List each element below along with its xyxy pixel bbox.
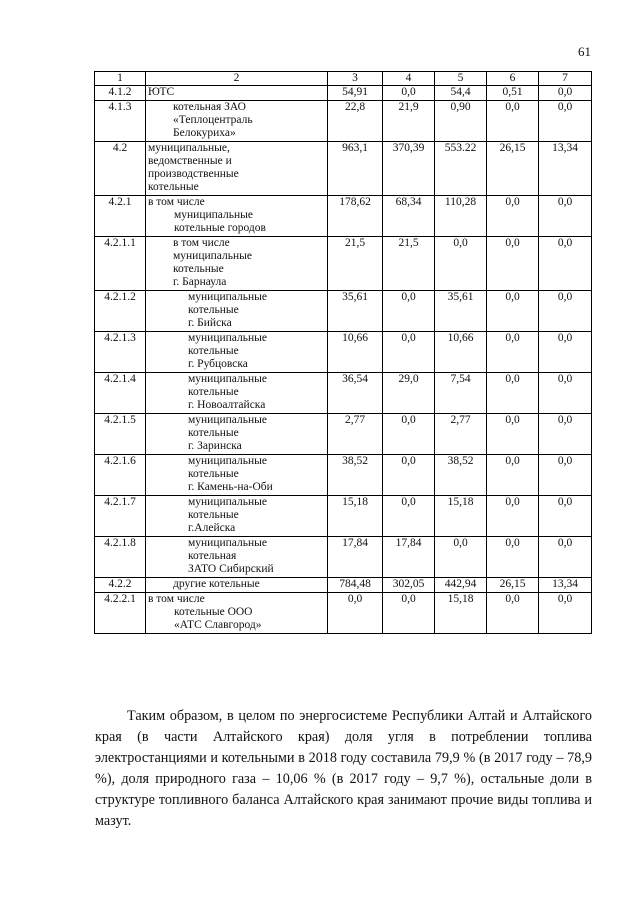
value-cell (435, 196, 487, 237)
row-name-text: в том числе котельные ООО «АТС Славгород» (148, 593, 262, 631)
value-cell (383, 86, 435, 101)
value-text: 0,0 (401, 593, 416, 605)
table-row (95, 142, 592, 196)
value-cell (383, 196, 435, 237)
value-text: 0,0 (557, 332, 573, 344)
value-cell (383, 101, 435, 142)
value-cell (383, 593, 435, 634)
row-name-cell (146, 414, 328, 455)
header-cell: 3 (328, 72, 383, 86)
value-text: 0,0 (505, 593, 520, 605)
table-row (95, 496, 592, 537)
value-text: 553.22 (444, 142, 477, 154)
value-text: 0,0 (557, 537, 573, 549)
value-text: 21,5 (398, 237, 419, 249)
row-number-text: 4.2 (112, 142, 128, 154)
row-name-cell (146, 593, 328, 634)
value-cell (487, 237, 539, 291)
value-text: 0,0 (557, 414, 573, 426)
row-number-text: 4.1.2 (108, 86, 132, 98)
value-cell (539, 537, 592, 578)
header-cell: 4 (383, 72, 435, 86)
value-text: 0,0 (505, 332, 520, 344)
value-text: 21,5 (344, 237, 366, 249)
header-cell: 5 (435, 72, 487, 86)
value-cell (539, 496, 592, 537)
value-cell (487, 373, 539, 414)
value-cell (539, 237, 592, 291)
value-cell (435, 86, 487, 101)
value-text: 178,62 (339, 196, 371, 208)
value-cell (383, 332, 435, 373)
table-row (95, 455, 592, 496)
value-cell (539, 101, 592, 142)
row-name-text: муниципальные котельные г. Бийска (188, 291, 267, 329)
value-cell (487, 101, 539, 142)
value-text: 0,0 (401, 496, 416, 508)
row-name-cell (146, 537, 328, 578)
value-cell (328, 496, 383, 537)
row-number-cell (95, 593, 146, 634)
row-number-cell (95, 291, 146, 332)
value-text: 0,0 (557, 496, 573, 508)
value-text: 13,34 (552, 142, 578, 154)
value-text: 0,90 (450, 101, 471, 113)
value-cell (487, 578, 539, 593)
value-text: 0,0 (505, 537, 520, 549)
value-cell (435, 291, 487, 332)
table-row (95, 196, 592, 237)
row-number-text: 4.2.1.2 (104, 291, 136, 303)
value-cell (383, 537, 435, 578)
value-text: 0,0 (453, 537, 468, 549)
value-cell (487, 414, 539, 455)
value-cell (487, 496, 539, 537)
value-cell (487, 332, 539, 373)
value-text: 22,8 (344, 101, 366, 113)
row-name-cell (146, 373, 328, 414)
header-cell: 1 (95, 72, 146, 86)
table-row (95, 332, 592, 373)
value-cell (383, 414, 435, 455)
header-cell: 7 (539, 72, 592, 86)
row-number-text: 4.2.1.5 (104, 414, 136, 426)
row-name-text: муниципальные котельные г. Камень-на-Оби (188, 455, 273, 493)
value-text: 110,28 (444, 196, 477, 208)
table-row (95, 537, 592, 578)
row-number-cell (95, 496, 146, 537)
row-number-text: 4.2.1.3 (104, 332, 136, 344)
table-header-row (95, 72, 592, 86)
value-cell (383, 496, 435, 537)
row-name-cell (146, 196, 328, 237)
value-cell (328, 455, 383, 496)
value-text: 0,0 (557, 291, 573, 303)
row-number-text: 4.2.1.7 (104, 496, 136, 508)
value-text: 2,77 (450, 414, 471, 426)
value-text: 29,0 (398, 373, 419, 385)
row-name-cell (146, 578, 328, 593)
value-text: 15,18 (447, 496, 474, 508)
value-cell (435, 373, 487, 414)
value-cell (539, 455, 592, 496)
row-name-cell (146, 237, 328, 291)
value-text: 0,0 (505, 291, 520, 303)
value-text: 15,18 (342, 496, 368, 508)
row-name-cell (146, 332, 328, 373)
row-name-text: муниципальные котельные г. Новоалтайска (188, 373, 267, 411)
row-number-text: 4.2.1.8 (104, 537, 136, 549)
row-name-cell (146, 496, 328, 537)
value-text: 26,15 (499, 142, 526, 154)
value-cell (539, 578, 592, 593)
value-text: 0,0 (557, 593, 573, 605)
value-text: 36,54 (342, 373, 368, 385)
summary-paragraph (95, 706, 592, 832)
row-number-cell (95, 142, 146, 196)
fuel-balance-table (94, 71, 592, 634)
table-row (95, 414, 592, 455)
value-text: 370,39 (392, 142, 425, 154)
value-cell (435, 414, 487, 455)
value-cell (328, 142, 383, 196)
row-name-text: муниципальные котельная ЗАТО Сибирский (188, 537, 274, 575)
value-cell (539, 196, 592, 237)
value-text: 21,9 (398, 101, 419, 113)
value-text: 54,91 (342, 86, 368, 98)
value-cell (383, 237, 435, 291)
row-name-text: муниципальные котельные г.Алейска (188, 496, 267, 534)
value-text: 0,0 (505, 101, 520, 113)
value-cell (435, 537, 487, 578)
value-cell (539, 414, 592, 455)
value-cell (328, 196, 383, 237)
row-name-cell (146, 142, 328, 196)
value-text: 963,1 (342, 142, 368, 154)
value-cell (539, 593, 592, 634)
table-row (95, 373, 592, 414)
value-cell (487, 86, 539, 101)
value-cell (487, 455, 539, 496)
header-cell: 6 (487, 72, 539, 86)
value-cell (435, 237, 487, 291)
value-cell (328, 332, 383, 373)
value-text: 13,34 (552, 578, 578, 590)
value-cell (435, 496, 487, 537)
value-cell (328, 237, 383, 291)
value-cell (539, 332, 592, 373)
value-text: 302,05 (392, 578, 425, 590)
value-cell (435, 101, 487, 142)
value-text: 0,0 (557, 101, 573, 113)
value-cell (383, 455, 435, 496)
row-number-cell (95, 332, 146, 373)
row-name-text: в том числе муниципальные котельные г. Барнаула (173, 237, 252, 288)
value-text: 442,94 (444, 578, 477, 590)
value-cell (328, 578, 383, 593)
row-number-cell (95, 101, 146, 142)
row-number-text: 4.2.1.6 (104, 455, 136, 467)
table-row (95, 237, 592, 291)
row-name-text: ЮТС (148, 86, 175, 98)
page-number: 61 (578, 44, 591, 59)
value-cell (487, 142, 539, 196)
value-cell (328, 86, 383, 101)
value-cell (487, 196, 539, 237)
table-row (95, 86, 592, 101)
value-cell (539, 291, 592, 332)
value-text: 784,48 (339, 578, 371, 590)
header-cell: 2 (146, 72, 328, 86)
row-number-cell (95, 537, 146, 578)
value-text: 0,0 (557, 455, 573, 467)
value-cell (328, 101, 383, 142)
value-text: 35,61 (447, 291, 474, 303)
value-text: 0,0 (505, 373, 520, 385)
row-name-text: муниципальные котельные г. Заринска (188, 414, 267, 452)
value-text: 54,4 (450, 86, 471, 98)
row-number-text: 4.2.1.4 (104, 373, 136, 385)
value-text: 17,84 (342, 537, 368, 549)
value-text: 0,0 (401, 455, 416, 467)
row-number-text: 4.2.1 (108, 196, 132, 208)
value-cell (435, 593, 487, 634)
row-name-text: в том числе муниципальные котельные городов (148, 196, 266, 234)
value-cell (435, 142, 487, 196)
value-cell (435, 578, 487, 593)
value-cell (383, 373, 435, 414)
value-cell (328, 414, 383, 455)
value-text: 0,0 (347, 593, 363, 605)
summary-text: Таким образом, в целом по энергосистеме Республики Алтай и Алтайского края (в части Алтайского края) доля угля в потреблении топлива электростанциями и котельными в 2018 году составила 79,9 % (в 2017 году – 78,9 %), доля природного газа – 10,06 % (в 2017 году – 9,7 %), остальные доли в структуре топливного баланса Алтайского края занимают прочие виды топлива и мазут. (95, 708, 592, 829)
value-text: 0,0 (401, 332, 416, 344)
value-text: 0,0 (505, 455, 520, 467)
value-text: 0,0 (505, 237, 520, 249)
value-text: 68,34 (395, 196, 422, 208)
value-text: 0,0 (401, 291, 416, 303)
value-text: 0,0 (557, 196, 573, 208)
table-row (95, 291, 592, 332)
value-cell (539, 86, 592, 101)
value-cell (487, 291, 539, 332)
row-name-text: муниципальные, ведомственные и производственные котельные (148, 142, 239, 193)
value-text: 0,0 (505, 414, 520, 426)
value-text: 0,51 (502, 86, 523, 98)
value-cell (539, 142, 592, 196)
row-name-cell (146, 101, 328, 142)
row-number-text: 4.1.3 (108, 101, 132, 113)
value-text: 0,0 (401, 414, 416, 426)
row-name-text: котельная ЗАО «Теплоцентраль Белокуриха» (173, 101, 253, 139)
value-text: 38,52 (447, 455, 474, 467)
value-text: 0,0 (557, 373, 573, 385)
value-cell (383, 578, 435, 593)
row-name-cell (146, 291, 328, 332)
row-number-text: 4.2.1.1 (104, 237, 136, 249)
value-cell (435, 455, 487, 496)
row-number-cell (95, 578, 146, 593)
row-name-cell (146, 86, 328, 101)
row-number-text: 4.2.2 (108, 578, 132, 590)
value-text: 0,0 (505, 196, 520, 208)
table-row (95, 578, 592, 593)
value-cell (328, 537, 383, 578)
value-cell (328, 373, 383, 414)
value-cell (539, 373, 592, 414)
value-cell (328, 593, 383, 634)
row-number-cell (95, 86, 146, 101)
value-cell (435, 332, 487, 373)
value-text: 10,66 (447, 332, 474, 344)
value-cell (383, 142, 435, 196)
value-text: 0,0 (557, 237, 573, 249)
value-cell (383, 291, 435, 332)
row-name-text: муниципальные котельные г. Рубцовска (188, 332, 267, 370)
row-name-cell (146, 455, 328, 496)
value-text: 2,77 (344, 414, 366, 426)
row-name-text: другие котельные (173, 578, 260, 590)
value-text: 10,66 (342, 332, 368, 344)
value-text: 35,61 (342, 291, 368, 303)
row-number-text: 4.2.2.1 (104, 593, 136, 605)
row-number-cell (95, 237, 146, 291)
value-cell (328, 291, 383, 332)
value-cell (487, 593, 539, 634)
value-text: 26,15 (499, 578, 526, 590)
value-text: 0,0 (505, 496, 520, 508)
row-number-cell (95, 455, 146, 496)
value-text: 15,18 (447, 593, 474, 605)
row-number-cell (95, 414, 146, 455)
value-text: 7,54 (450, 373, 471, 385)
table-row (95, 101, 592, 142)
value-text: 17,84 (395, 537, 422, 549)
value-text: 0,0 (453, 237, 468, 249)
table-row (95, 593, 592, 634)
row-number-cell (95, 196, 146, 237)
value-text: 0,0 (401, 86, 416, 98)
value-cell (487, 537, 539, 578)
value-text: 38,52 (342, 455, 368, 467)
row-number-cell (95, 373, 146, 414)
value-text: 0,0 (557, 86, 573, 98)
